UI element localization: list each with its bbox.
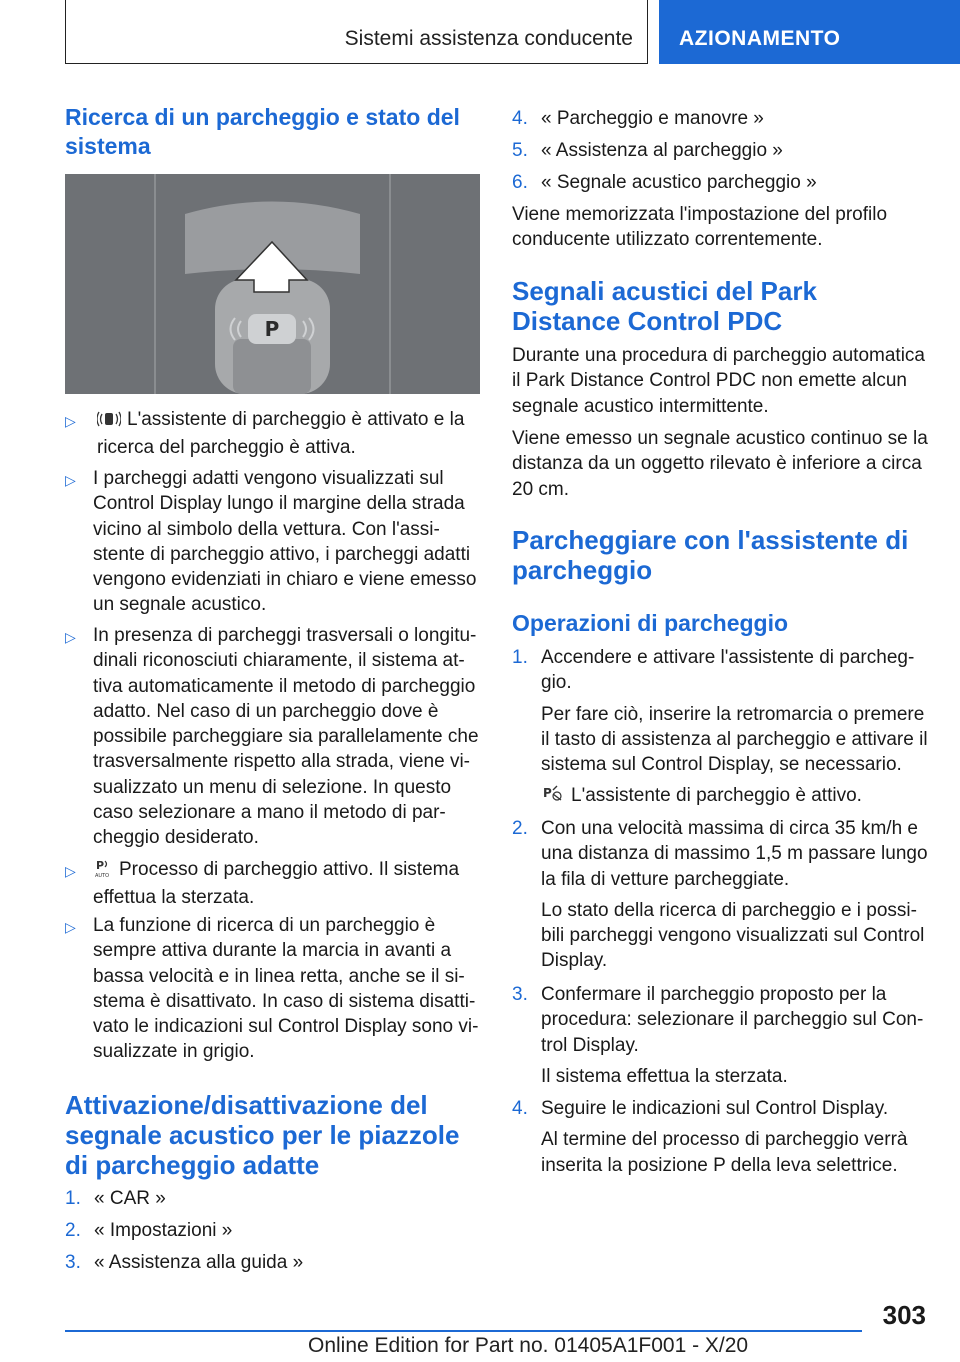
page-number: 303 [882, 1300, 926, 1330]
list-item: 3. « Assistenza alla guida » [65, 1252, 304, 1273]
parking-car-graphic [65, 174, 480, 394]
footer-edition: Online Edition for Part no. 01405A1F001 - X/20 [308, 1334, 749, 1357]
pdc-paragraph-2: Viene emesso un segnale acustico continuo se la distanza da un oggetto rilevato è inferiore a circa 20 cm. [512, 428, 928, 500]
parking-assistant-icon [541, 784, 565, 811]
list-item: ▷ L'assistente di parcheggio è attivato e la ricerca del parcheggio è attiva. [65, 409, 465, 459]
list-item: 4. Seguire le indicazioni sul Control Display. Al termine del processo di parcheggio verrà inserita la posizione P della leva selettrice. [512, 1098, 908, 1176]
triangle-bullet-icon: ▷ [65, 863, 76, 879]
list-item: ▷ P AUTO Processo di parcheggio attivo. Il sistema effettua la sterzata. [65, 859, 460, 909]
heading-park-assistant: Parcheggiare con l'assistente di parcheggio [512, 525, 909, 585]
list-item: 1. Accendere e attivare l'assistente di parcheg-gio. Per fare ciò, inserire la retromarcia o premere il tasto di assistenza al parcheggio e attivare il sistema sul Control Display, se necessario. P L'assistente di parcheggio è attivo. [512, 645, 932, 812]
profile-note: Viene memorizzata l'impostazione del profilo conducente utilizzato correntemente. [512, 204, 888, 251]
list-item: 2. « Impostazioni » [65, 1220, 233, 1241]
svg-text:AUTO: AUTO [95, 873, 110, 878]
heading-parking-operations: Operazioni di parcheggio [512, 610, 789, 636]
list-item: 4. « Parcheggio e manovre » [512, 108, 764, 129]
header-chapter-title: AZIONAMENTO [679, 27, 841, 50]
parking-auto-icon [93, 858, 113, 885]
triangle-bullet-icon: ▷ [65, 629, 76, 645]
triangle-bullet-icon: ▷ [65, 919, 76, 935]
list-item: 1. « CAR » [65, 1188, 166, 1209]
parking-illustration [65, 174, 480, 394]
parking-badge-label: P [264, 317, 280, 341]
triangle-bullet-icon: ▷ [65, 472, 76, 488]
heading-search-status: Ricerca di un parcheggio e stato del sistema [65, 104, 460, 159]
svg-text:P: P [96, 859, 105, 872]
list-item: 6. « Segnale acustico parcheggio » [512, 172, 817, 193]
parking-sensor-icon [97, 410, 121, 435]
header-section-title: Sistemi assistenza conducente [344, 27, 633, 50]
pdc-paragraph-1: Durante una procedura di parcheggio automatica il Park Distance Control PDC non emette alcun segnale acustico intermittente. [512, 345, 925, 417]
list-item: 2. Con una velocità massima di circa 35 km/h e una distanza di massimo 1,5 m passare lungo la fila di vetture parcheggiate. Lo stato della ricerca di parcheggio e i possi-bili parcheggi vengono visualizzati sul Control Display. [512, 818, 928, 972]
list-item: ▷ I parcheggi adatti vengono visualizzati sul Control Display lungo il margine della strada vicino al simbolo della vettura. Con l'assi-stente di parcheggio attivo, i parcheggi adatti vengono evidenziati in chiaro e viene emesso un segnale acustico. [65, 468, 477, 616]
list-item: 5. « Assistenza al parcheggio » [512, 140, 783, 161]
footer-divider [65, 1330, 862, 1332]
heading-toggle-signal: Attivazione/disattivazione del segnale acustico per le piazzole di parcheggio adatte [65, 1090, 460, 1180]
triangle-bullet-icon: ▷ [65, 413, 76, 429]
list-item: ▷ In presenza di parcheggi trasversali o longitu-dinali riconosciuti chiaramente, il sistema at-tiva automaticamente il metodo di parcheggio adatto. Nel caso di un parcheggio dove è possibile parcheggiare sia parallelamente che trasversalmente rispetto alla strada, viene vi-sualizzato un menu di selezione. In questo caso selezionare a mano il metodo di par-cheggio desiderato. [65, 625, 479, 849]
list-item: 3. Confermare il parcheggio proposto per la procedura: selezionare il parcheggio sul Con-trol Display. Il sistema effettua la sterzata. [512, 984, 924, 1087]
header-chapter-tab [659, 0, 960, 64]
heading-pdc-signals: Segnali acustici del Park Distance Control PDC [512, 276, 817, 336]
list-item: ▷ La funzione di ricerca di un parcheggio è sempre attiva durante la marcia in avanti a bassa velocità e in linea retta, anche se il si-stema è disattivato. In caso di sistema disatti-vato le indicazioni sul Control Display sono vi-sualizzate in grigio. [65, 915, 479, 1063]
header-section-box [65, 0, 648, 64]
svg-text:P: P [543, 786, 552, 801]
